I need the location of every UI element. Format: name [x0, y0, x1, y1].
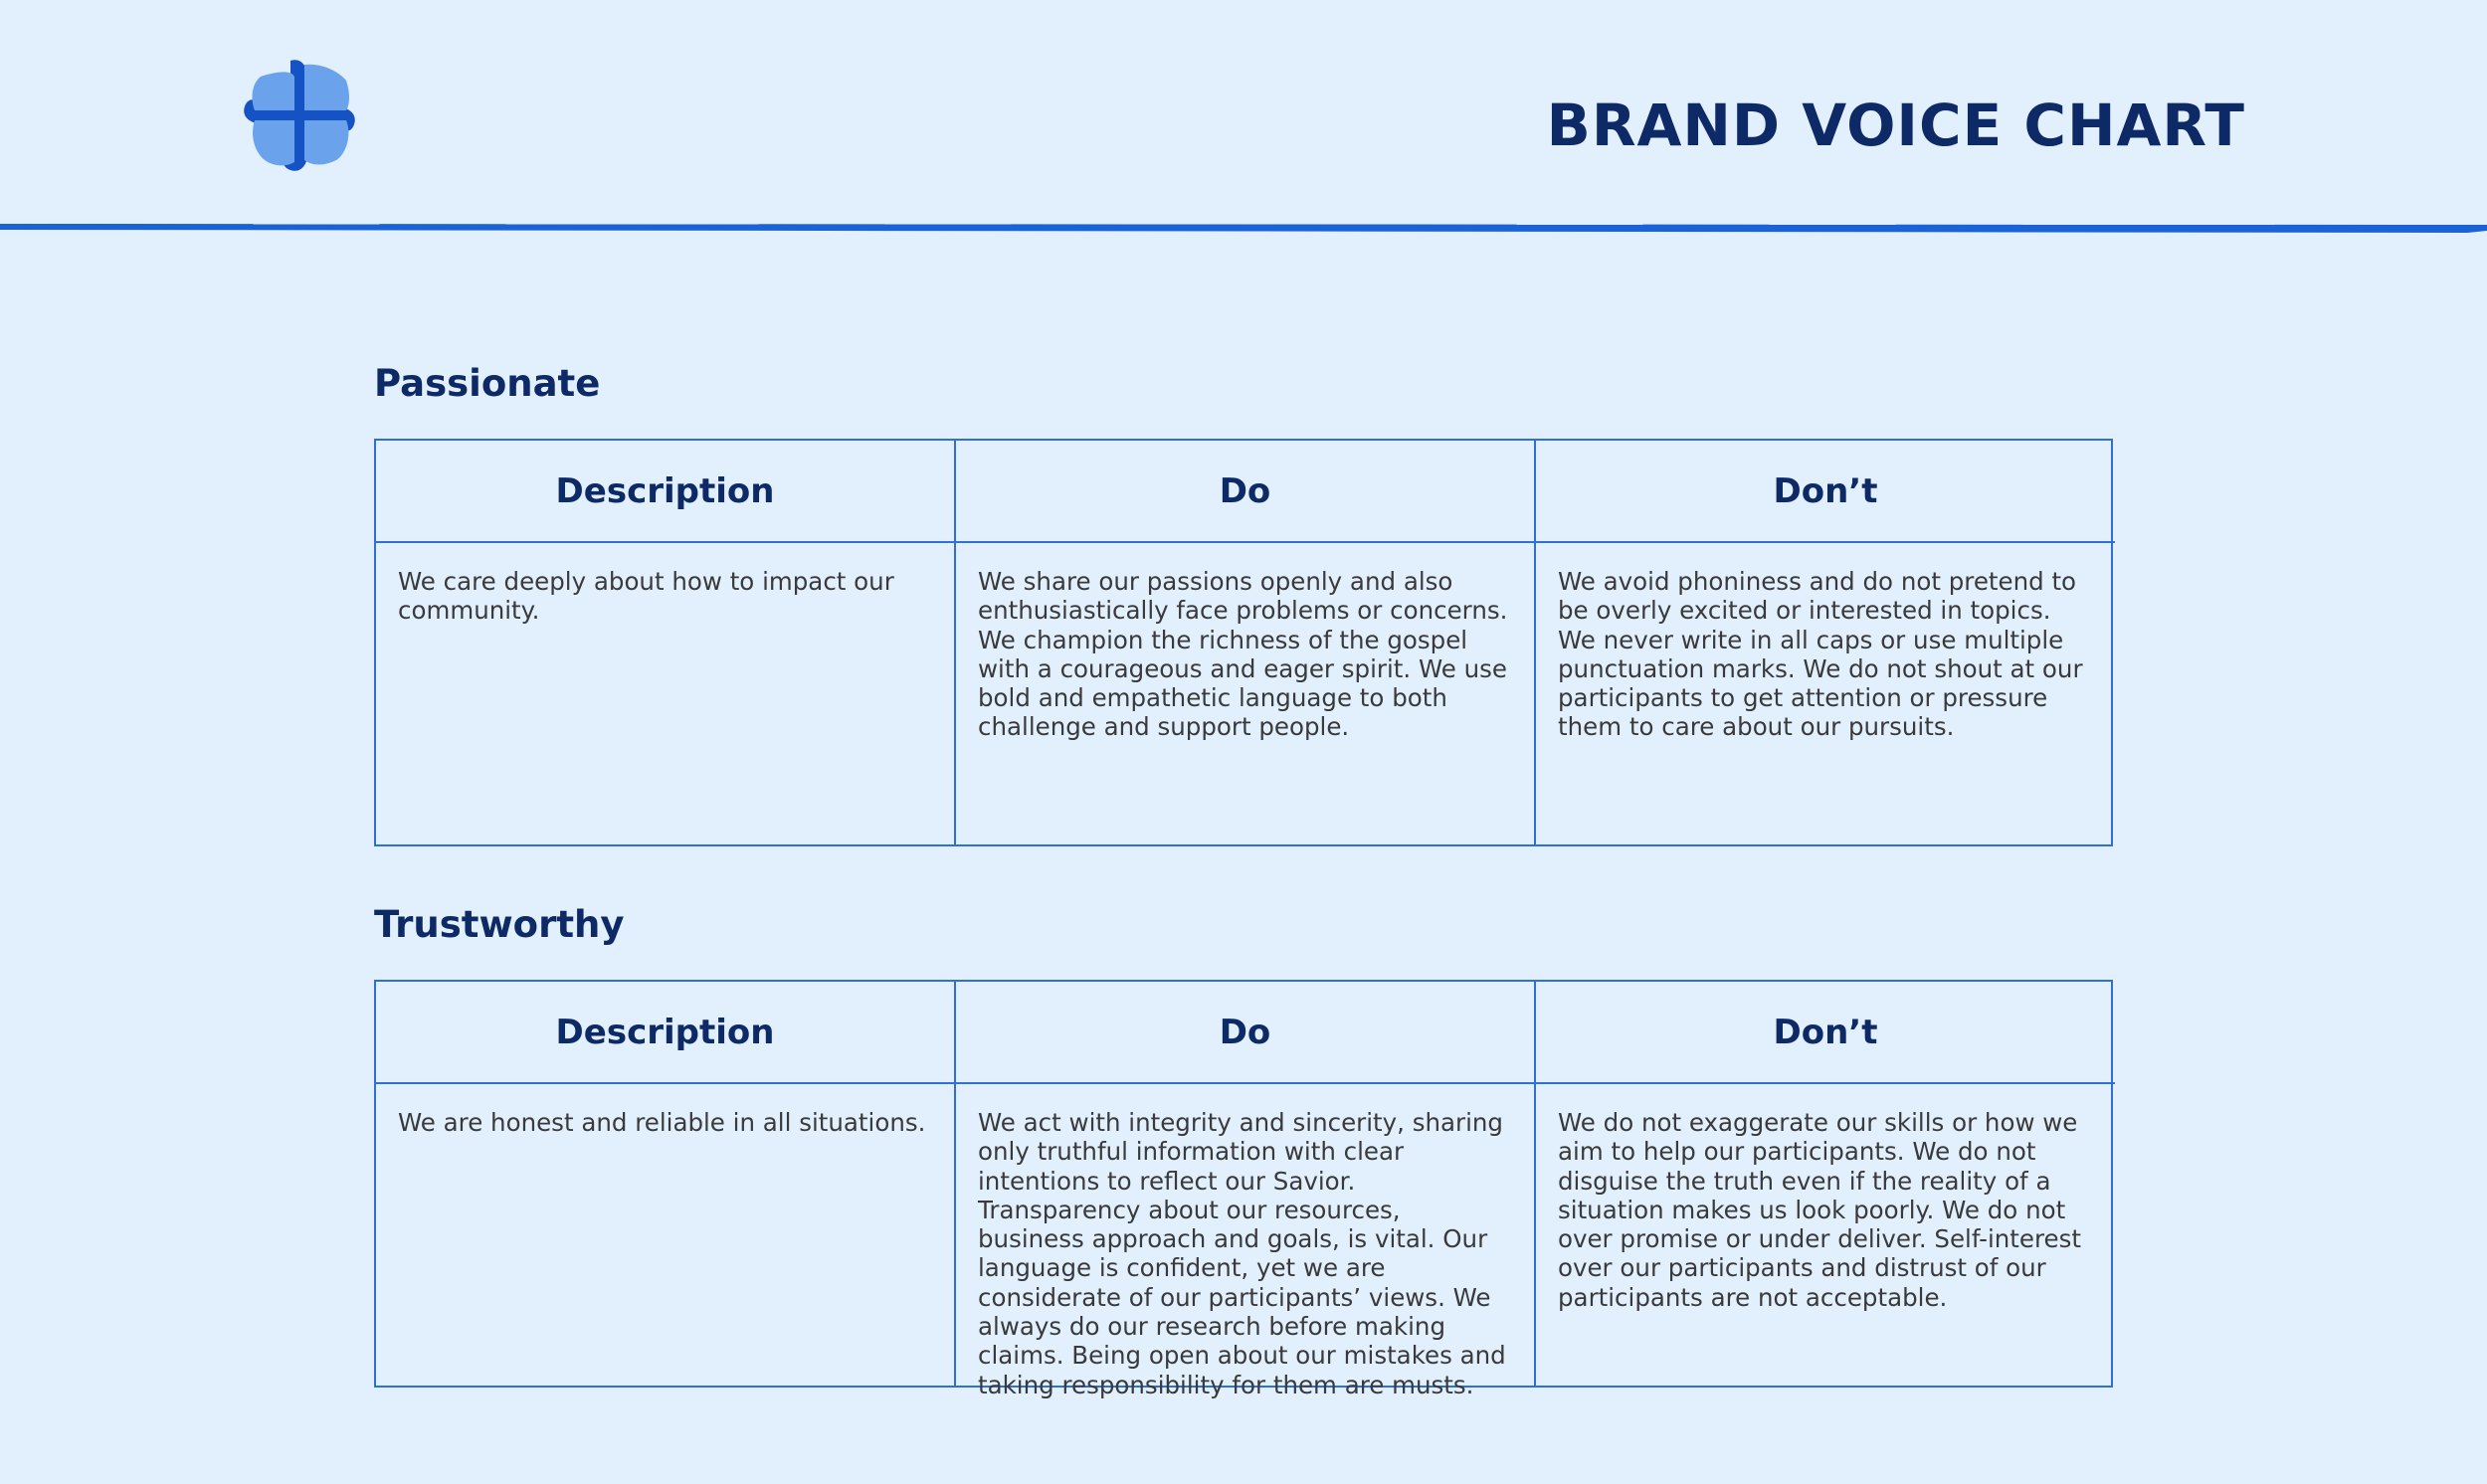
description-cell: We are honest and reliable in all situations. [376, 1084, 956, 1386]
section-trustworthy [374, 903, 2113, 1399]
column-header-do: Do [956, 982, 1536, 1084]
description-cell: We care deeply about how to impact our community. [376, 543, 956, 844]
section-passionate [374, 362, 2113, 846]
header-divider [0, 219, 2487, 235]
column-header-do: Do [956, 441, 1536, 543]
column-header-dont: Don’t [1536, 441, 2115, 543]
column-header-description: Description [376, 441, 956, 543]
page-title: BRAND VOICE CHART [1546, 92, 2245, 159]
column-header-dont: Don’t [1536, 982, 2115, 1084]
column-header-description: Description [376, 982, 956, 1084]
dont-cell: We do not exaggerate our skills or how we aim to help our participants. We do not disguise the truth even if the reality of a situation makes us look poorly. We do not over promise or under deliver. Self-interest over our participants and distrust of our participants are not acceptable. [1558, 1108, 2081, 1312]
section-title: Passionate [374, 362, 601, 405]
section-title: Trustworthy [374, 903, 625, 946]
voice-table [374, 980, 2113, 1399]
dont-cell: We avoid phoniness and do not pretend to be overly excited or interested in topics. We never write in all caps or use multiple punctuation marks. We do not shout at our participants to get attention or pressure them to care about our pursuits. [1558, 567, 2083, 742]
page-header [0, 0, 2487, 239]
do-cell: We share our passions openly and also enthusiastically face problems or concerns. We champion the richness of the gospel with a courageous and eager spirit. We use bold and empathetic language to both challenge and support people. [956, 543, 1536, 844]
do-cell: We act with integrity and sincerity, sharing only truthful information with clear intentions to reflect our Savior. Transparency about our resources, business approach and goals, is vital. Our language is confident, yet we are considerate of our participants’ views. We always do our research before making claims. Being open about our mistakes and taking responsibility for them are musts. [956, 1084, 1536, 1386]
voice-table [374, 439, 2113, 846]
cross-logo-icon [243, 59, 356, 172]
